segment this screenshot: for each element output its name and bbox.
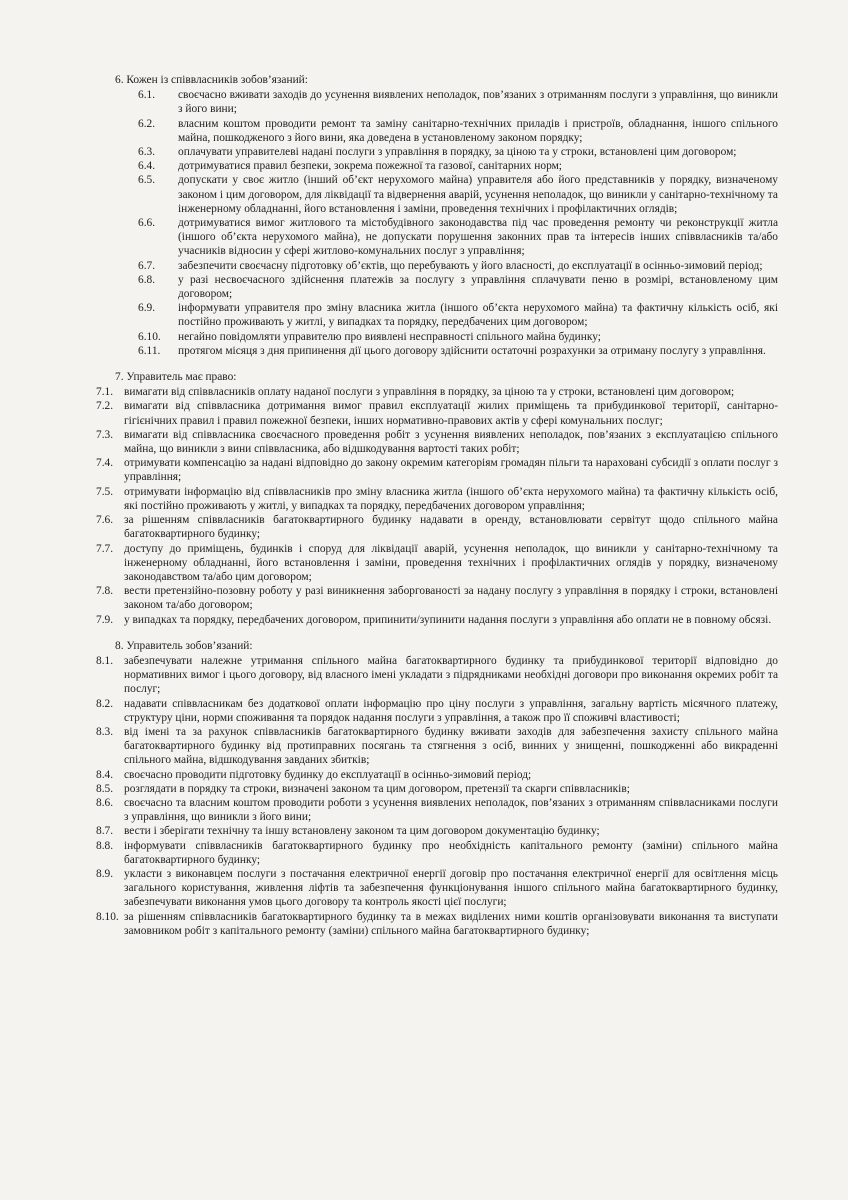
clause-8-8 bbox=[96, 839, 778, 867]
clause-text: оплачувати управителеві надані послуги з управління в порядку, за ціною та у строки, встановлені цим договором; bbox=[178, 146, 737, 159]
clause-text: отримувати компенсацію за надані відповідно до закону окремим категоріям громадян пільги та нараховані субсидії з оплати послуг з управління; bbox=[124, 457, 778, 484]
clause-text: інформувати управителя про зміну власника житла (іншого об’єкта нерухомого майна) та фактичну кількість осіб, які постійно проживають у житлі, у випадках та порядку, передбачених цим договором; bbox=[178, 302, 778, 329]
clause-number: 6.9. bbox=[138, 302, 156, 315]
clause-number: 6.1. bbox=[138, 89, 156, 102]
section-7 bbox=[96, 370, 778, 627]
clause-number: 7.2. bbox=[96, 400, 114, 413]
clause-7-6 bbox=[96, 513, 778, 541]
clause-text: власним коштом проводити ремонт та заміну санітарно-технічних приладів і пристроїв, обладнання, іншого спільного майна, пошкодженого з його вини, яка доведена в установленому законом порядку; bbox=[178, 117, 778, 144]
clause-number: 7.1. bbox=[96, 386, 114, 399]
clause-text: своєчасно проводити підготовку будинку до експлуатації в осінньо-зимовий період; bbox=[124, 768, 532, 781]
clause-text: у випадках та порядку, передбачених договором, припинити/зупинити надання послуги з управління або оплати не в повному обсязі. bbox=[124, 613, 772, 626]
clause-number: 8.2. bbox=[96, 697, 114, 710]
clause-7-7 bbox=[96, 542, 778, 585]
clause-text: дотримуватися вимог житлового та містобудівного законодавства під час проведення ремонту чи реконструкції житла (іншого об’єкта нерухомого майна), не допускати порушення законних прав та інтересів інших співвласників та/або учасників відносин у сфері житлово-комунальних послуг з управління; bbox=[178, 217, 778, 258]
clause-text: вимагати від співвласників оплату наданої послуги з управління в порядку, за ціною та у строки, встановлені цим договором; bbox=[124, 386, 735, 399]
clause-6-8 bbox=[96, 273, 778, 301]
clause-7-1 bbox=[96, 385, 778, 399]
clause-number: 8.9. bbox=[96, 867, 114, 880]
clause-text: протягом місяця з дня припинення дії цього договору здійснити остаточні розрахунки за отриману послугу з управління. bbox=[178, 344, 766, 357]
clause-text: у разі несвоєчасного здійснення платежів за послугу з управління сплачувати пеню в розмірі, встановленому цим договором; bbox=[178, 273, 778, 301]
clause-text: інформувати співвласників багатоквартирного будинку про необхідність капітального ремонту (заміни) спільного майна багатоквартирного будинку; bbox=[124, 839, 778, 866]
clause-8-9 bbox=[96, 867, 778, 910]
clause-text: розглядати в порядку та строки, визначені законом та цим договором, претензії та скарги співвласників; bbox=[124, 782, 630, 795]
clause-8-4 bbox=[96, 768, 778, 782]
clause-8-7 bbox=[96, 824, 778, 838]
clause-text: за рішенням співвласників багатоквартирного будинку та в межах виділених ними коштів організовувати виконання та виступати замовником робіт з капітального ремонту (заміни) спільного майна багатоквартирного будинку; bbox=[124, 910, 778, 937]
clause-7-5 bbox=[96, 485, 778, 513]
clause-number: 7.5. bbox=[96, 485, 114, 498]
clause-text: укласти з виконавцем послуги з постачання електричної енергії договір про постачання електричної енергії для освітлення місць загального користування, живлення ліфтів та забезпечення функціонування іншого спільного майна багатоквартирного будинку, забезпечувати виконання умов цього договору та контроль якості цієї послуги; bbox=[124, 867, 778, 909]
clause-number: 6.2. bbox=[138, 117, 156, 130]
clause-8-10 bbox=[96, 910, 778, 938]
clause-6-2 bbox=[96, 117, 778, 145]
clause-7-3 bbox=[96, 428, 778, 456]
clause-number: 6.8. bbox=[138, 273, 156, 286]
clause-text: отримувати інформацію від співвласників про зміну власника житла (іншого об’єкта нерухомого майна) та фактичну кількість осіб, які постійно проживають у житлі, у випадках та порядку, передбачених договором управління; bbox=[124, 485, 778, 512]
clause-text: забезпечувати належне утримання спільного майна багатоквартирного будинку та прибудинкової території відповідно до нормативних вимог і цього договору, від власного імені укладати з підрядниками необхідні договори про виконання окремих робіт та послуг; bbox=[124, 654, 778, 696]
clause-number: 8.1. bbox=[96, 654, 114, 667]
clause-number: 6.4. bbox=[138, 160, 156, 173]
section-8 bbox=[96, 639, 778, 938]
clause-text: надавати співвласникам без додаткової оплати інформацію про ціну послуги з управління, загальну вартість місячного платежу, структуру ціни, норми споживання та порядок надання послуги з управління, а також про її споживчі властивості; bbox=[124, 697, 778, 724]
clause-number: 8.8. bbox=[96, 839, 114, 852]
clause-text: дотримуватися правил безпеки, зокрема пожежної та газової, санітарних норм; bbox=[178, 160, 562, 173]
clause-6-6 bbox=[96, 216, 778, 259]
clause-6-9 bbox=[96, 301, 778, 329]
clause-text: вести претензійно-позовну роботу у разі виникнення заборгованості за надану послугу з управління в порядку і строки, встановлені законом та/або договором; bbox=[124, 585, 778, 612]
clause-6-7 bbox=[96, 259, 778, 273]
section-heading: 8. Управитель зобов’язаний: bbox=[115, 639, 253, 652]
clause-text: своєчасно та власним коштом проводити роботи з усунення виявлених неполадок, пов’язаних з отриманням співвласниками послуги з управління, що виникли з його вини; bbox=[124, 796, 778, 824]
clause-7-4 bbox=[96, 456, 778, 484]
clause-8-3 bbox=[96, 725, 778, 768]
clause-7-2 bbox=[96, 399, 778, 427]
clause-text: доступу до приміщень, будинків і споруд для ліквідації аварій, усунення неполадок, що виникли у санітарно-технічному та інженерному обладнанні, його встановлення і заміни, проведення технічних і профілактичних оглядів у порядку, визначеному законодавством та/або цим договором; bbox=[124, 542, 778, 583]
clause-number: 8.5. bbox=[96, 782, 114, 795]
section-6 bbox=[96, 73, 778, 358]
clause-text: за рішенням співвласників багатоквартирного будинку надавати в оренду, встановлювати сервітут щодо спільного майна багатоквартирного будинку; bbox=[124, 514, 778, 541]
clause-6-3 bbox=[96, 145, 778, 159]
clause-number: 7.7. bbox=[96, 542, 114, 555]
clause-number: 8.6. bbox=[96, 796, 114, 809]
clause-7-9 bbox=[96, 613, 778, 627]
clause-6-1 bbox=[96, 88, 778, 116]
clause-8-6 bbox=[96, 796, 778, 824]
clause-number: 6.3. bbox=[138, 146, 156, 159]
clause-text: вимагати від співвласника дотримання вимог правил експлуатації жилих приміщень та прибудинкової території, санітарно-гігієнічних правил і правил пожежної безпеки, інших нормативно-правових актів у сфері комунальних послуг; bbox=[124, 400, 778, 427]
clause-8-5 bbox=[96, 782, 778, 796]
clause-text: забезпечити своєчасну підготовку об’єктів, що перебувають у його власності, до експлуатації в осінньо-зимовий період; bbox=[178, 259, 763, 272]
clause-number: 7.8. bbox=[96, 585, 114, 598]
clause-6-5 bbox=[96, 173, 778, 216]
clause-number: 7.6. bbox=[96, 514, 114, 527]
clause-text: допускати у своє житло (інший об’єкт нерухомого майна) управителя або його представників у порядку, визначеному законом і цим договором, для ліквідації та відвернення аварій, усунення неполадок, що виникли у санітарно-технічному та інженерному обладнанні, його встановлення і заміни, проведення технічних і профілактичних оглядів; bbox=[178, 174, 778, 215]
clause-8-2 bbox=[96, 697, 778, 725]
clause-number: 7.4. bbox=[96, 457, 114, 470]
clause-text: вимагати від співвласника своєчасного проведення робіт з усунення виявлених неполадок, пов’язаних з експлуатацією спільного майна, що виникли з вини співвласника, або відшкодування вартості таких робіт; bbox=[124, 428, 778, 456]
clause-number: 8.7. bbox=[96, 825, 114, 838]
clause-number: 6.7. bbox=[138, 259, 156, 272]
clause-7-8 bbox=[96, 584, 778, 612]
clause-number: 8.10. bbox=[96, 910, 119, 923]
clause-number: 6.6. bbox=[138, 217, 156, 230]
clause-number: 6.10. bbox=[138, 330, 161, 343]
clause-text: негайно повідомляти управителю про виявлені несправності спільного майна будинку; bbox=[178, 330, 601, 343]
clause-6-11 bbox=[96, 344, 778, 358]
clause-text: від імені та за рахунок співвласників багатоквартирного будинку вживати заходів для забезпечення захисту спільного майна багатоквартирного будинку від протиправних посягань та стягнення з осіб, винних у знищенні, пошкодженні або викраденні спільного майна, відшкодування завданих збитків; bbox=[124, 725, 778, 767]
clause-number: 8.4. bbox=[96, 768, 114, 781]
clause-6-4 bbox=[96, 159, 778, 173]
clause-number: 7.3. bbox=[96, 428, 114, 441]
clause-number: 6.5. bbox=[138, 174, 156, 187]
clause-text: вести і зберігати технічну та іншу встановлену законом та цим договором документацію будинку; bbox=[124, 825, 600, 838]
section-heading: 6. Кожен із співвласників зобов’язаний: bbox=[115, 74, 308, 86]
clause-number: 6.11. bbox=[138, 344, 161, 357]
clause-6-10 bbox=[96, 330, 778, 344]
section-heading: 7. Управитель має право: bbox=[115, 371, 237, 384]
clause-text: своєчасно вживати заходів до усунення виявлених неполадок, пов’язаних з отриманням послуги з управління, що виникли з його вини; bbox=[178, 89, 778, 116]
clause-number: 8.3. bbox=[96, 725, 114, 738]
clause-number: 7.9. bbox=[96, 613, 114, 626]
clause-8-1 bbox=[96, 654, 778, 697]
